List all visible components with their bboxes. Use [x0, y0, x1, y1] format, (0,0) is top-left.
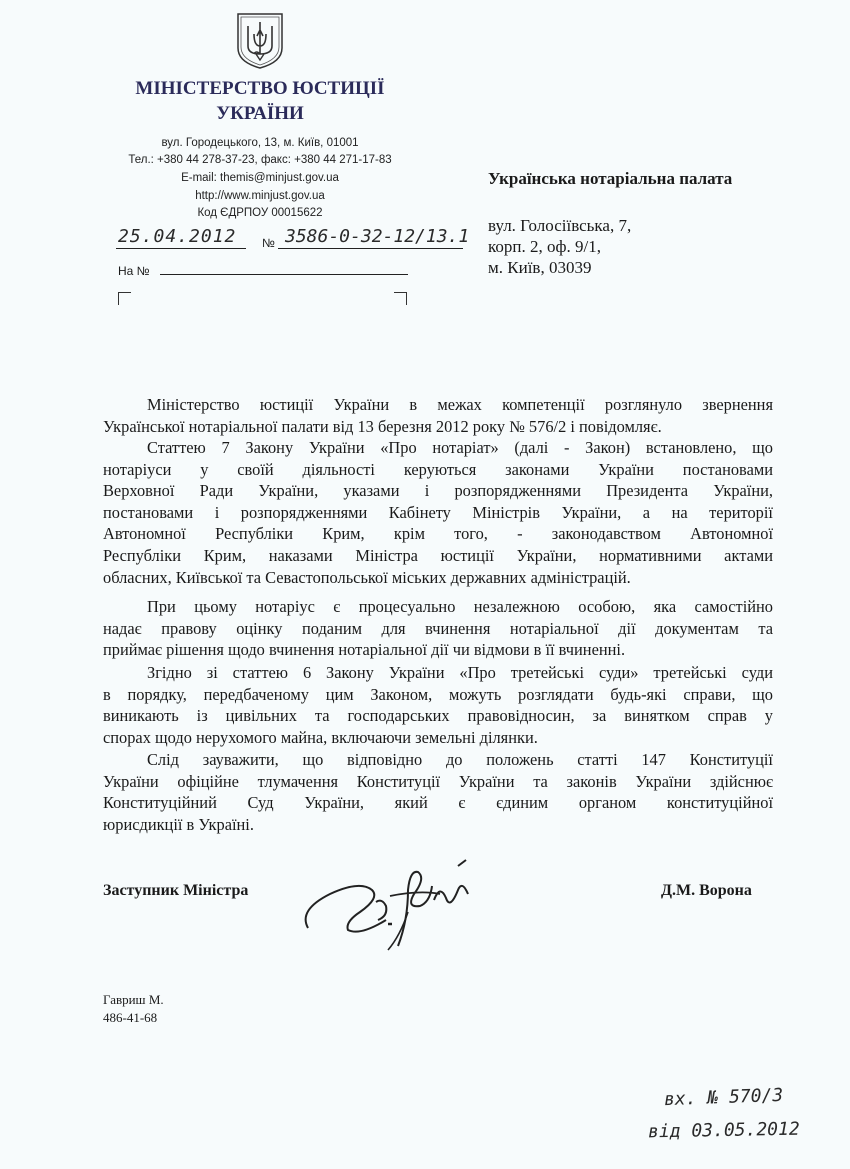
registration-number-label: № [262, 236, 275, 250]
signatory-name: Д.М. Ворона [661, 882, 752, 899]
reply-reference-label: На № [118, 264, 150, 278]
ministry-name-line2: УКРАЇНИ [216, 103, 304, 124]
body-paragraph-4: Згідно зі статтею 6 Закону України «Про третейські суди» третейські суди в порядку, передбаченому цим Законом, можуть розглядати будь-які справи, що виникають із цивільних та господарських правовідносин, за винятком справ у спорах щодо нерухомого майна, включаючи земельні ділянки. [103, 663, 773, 747]
recipient-city: м. Київ, 03039 [488, 258, 592, 277]
ministry-phone: Тел.: +380 44 278-37-23, факс: +380 44 271-17-83 [128, 154, 392, 166]
registration-number: 3586-0-32-12/13.1 [285, 226, 470, 247]
body-paragraph-2: Статтею 7 Закону України «Про нотаріат» (далі - Закон) встановлено, що нотаріуси у своїй діяльності керуються законами України постановами Верховної Ради України, указами і розпорядженнями Президента України, постановами і розпорядженнями Кабінету Міністрів України, а на території Автономної Республіки Крим, крім того, - законодавством Автономної Республіки Крим, наказами Міністра юстиції України, нормативними актами обласних, Київської та Севастопольської міських державних адміністрацій. [103, 438, 773, 587]
executor-phone: 486-41-68 [103, 1010, 158, 1025]
recipient-street: вул. Голосіївська, 7, [488, 216, 632, 235]
executor-name: Гавриш М. [103, 992, 164, 1007]
handwritten-signature-icon [290, 850, 500, 960]
ministry-address: вул. Городецького, 13, м. Київ, 01001 [161, 137, 359, 149]
address-block-corner-right [394, 292, 407, 305]
incoming-date-note: від 03.05.2012 [647, 1118, 800, 1143]
incoming-number-note: вх. № 570/3 [663, 1084, 784, 1111]
body-paragraph-3: При цьому нотаріус є процесуально незалежною особою, яка самостійно надає правову оцінку поданим для вчинення нотаріальної дії документам та приймає рішення щодо вчинення нотаріальної дії чи відмови в її вчиненні. [103, 597, 773, 660]
body-paragraph-1: Міністерство юстиції України в межах компетенції розглянуло звернення Української нотаріальної палати від 13 березня 2012 року № 576/2 і повідомляє. [103, 395, 773, 436]
ministry-website: http://www.minjust.gov.ua [195, 190, 325, 202]
date-underline [116, 248, 246, 249]
reply-underline [160, 274, 408, 275]
body-paragraph-5: Слід зауважити, що відповідно до положень статті 147 Конституції України офіційне тлумачення Конституції України та законів України здійснює Конституційний Суд України, який є єдиним органом конституційної юрисдикції в Україні. [103, 750, 773, 834]
address-block-corner-left [118, 292, 131, 305]
recipient-name: Українська нотаріальна палата [488, 169, 733, 188]
trident-emblem-icon [234, 10, 286, 70]
signatory-position: Заступник Міністра [103, 882, 249, 899]
ministry-name-line1: МІНІСТЕРСТВО ЮСТИЦІЇ [135, 78, 385, 99]
registration-date: 25.04.2012 [118, 226, 237, 247]
ministry-edrpou: Код ЄДРПОУ 00015622 [197, 207, 323, 219]
number-underline [278, 248, 463, 249]
ministry-email: E-mail: themis@minjust.gov.ua [181, 172, 339, 184]
recipient-building: корп. 2, оф. 9/1, [488, 237, 601, 256]
